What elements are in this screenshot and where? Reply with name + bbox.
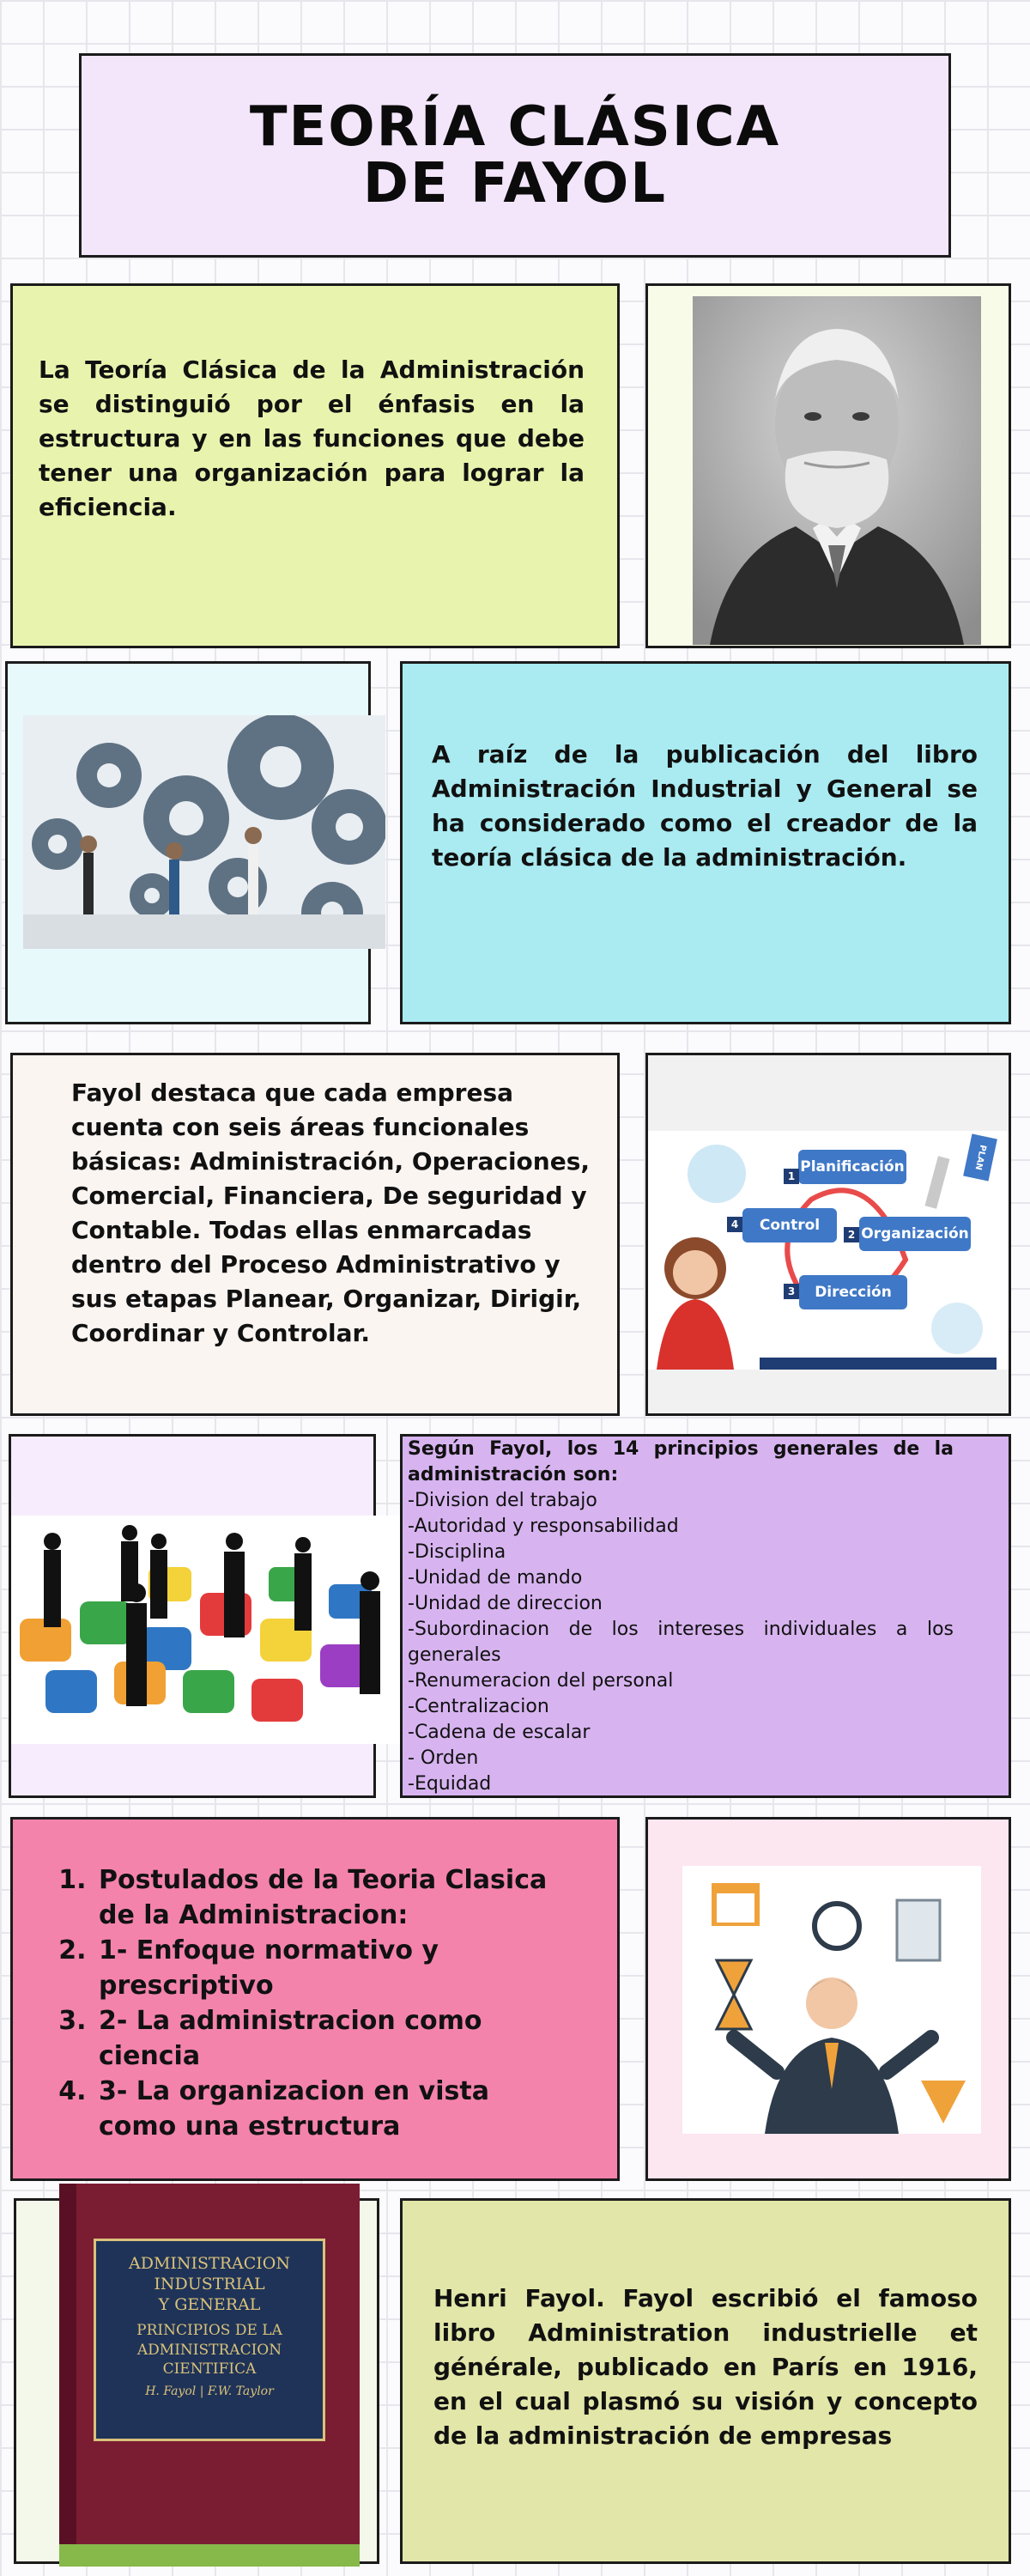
principle-item: -Cadena de escalar — [408, 1722, 591, 1743]
grass-strip — [59, 2544, 360, 2567]
title-banner — [79, 53, 951, 258]
principle-item: -Disciplina — [408, 1541, 506, 1563]
book-title-plate — [94, 2239, 325, 2441]
book-cover-photo — [59, 2184, 360, 2567]
book-spine-shadow — [59, 2184, 76, 2567]
areas-card — [10, 1053, 620, 1416]
book-title-line: ADMINISTRACION — [136, 2342, 282, 2359]
diagram-footer-bar — [760, 1358, 997, 1370]
book-title-line: INDUSTRIAL — [154, 2275, 265, 2293]
page-title — [249, 95, 781, 216]
gears-teamwork-photo — [23, 715, 385, 949]
postulates-card — [10, 1817, 620, 2181]
book-title-line: PRINCIPIOS DE LA — [136, 2322, 282, 2339]
book-title-line: CIENTIFICA — [162, 2360, 257, 2378]
areas-text: Fayol destaca que cada empresa cuenta con seis áreas funcionales básicas: Administración, Operaciones, Comercial, Financiera, De seguridad y Contable. Todas ellas enmarcadas dentro del Proceso Administrativo y sus etapas Planear, Organizar, Dirigir, Coordinar y Controlar. — [71, 1078, 591, 1347]
business-puzzle-photo — [11, 1516, 404, 1744]
intro-text: La Teoría Clásica de la Administración se distinguió por el énfasis en la estructura y en las funciones que debe tener una organización para lograr la eficiencia. — [39, 355, 585, 521]
postulate-item: 3. 2- La administracion como ciencia — [95, 2003, 566, 2074]
step-control: Control — [742, 1208, 837, 1242]
plan-sign: PLAN — [963, 1133, 997, 1181]
principle-item: -Autoridad y responsabilidad — [408, 1516, 679, 1537]
principle-item: - Orden — [408, 1747, 479, 1769]
principles-heading: Según Fayol, los 14 principios generales de la administración son: — [408, 1438, 954, 1485]
puzzle-card — [9, 1434, 376, 1798]
portrait-card — [645, 283, 1011, 648]
book-title-line: Y GENERAL — [158, 2295, 261, 2314]
step-num-1: 1 — [784, 1169, 799, 1184]
postulates-list — [44, 1862, 566, 2144]
people-illustration — [688, 1145, 746, 1203]
manager-card — [645, 1817, 1011, 2181]
book-authors: H. Fayol | F.W. Taylor — [145, 2385, 274, 2398]
origin-text: A raíz de la publicación del libro Administración Industrial y General se ha considerado como el creador de la teoría clásica de la administración. — [432, 740, 978, 872]
postulate-item: 1. Postulados de la Teoria Clasica de la Administracion: — [95, 1862, 566, 1933]
title-line-1: TEORÍA CLÁSICA — [249, 95, 781, 159]
principle-item: -Equidad — [408, 1773, 492, 1795]
principles-card — [400, 1434, 1011, 1798]
step-num-3: 3 — [784, 1284, 799, 1299]
step-direccion: Dirección — [799, 1275, 907, 1309]
principle-item: -Unidad de direccion — [408, 1593, 603, 1614]
step-planificacion: Planificación — [798, 1150, 906, 1184]
step-organizacion: Organización — [859, 1217, 971, 1251]
fayol-portrait-photo — [693, 296, 981, 645]
title-line-2: DE FAYOL — [362, 152, 668, 216]
step-num-2: 2 — [844, 1227, 859, 1242]
process-card — [645, 1053, 1011, 1416]
postulate-item: 2. 1- Enfoque normativo y prescriptivo — [95, 1933, 566, 2003]
book-card — [14, 2198, 379, 2564]
principle-item: -Subordinacion de los intereses individuales a los generales — [408, 1619, 954, 1666]
multitasking-manager-illustration — [682, 1866, 981, 2134]
step-num-4: 4 — [727, 1217, 742, 1232]
book-text-card — [400, 2198, 1011, 2564]
postulate-item: 4. 3- La organizacion en vista como una estructura — [95, 2074, 566, 2144]
principle-item: -Unidad de mando — [408, 1567, 583, 1589]
book-title-line: ADMINISTRACION — [128, 2254, 290, 2273]
book-text: Henri Fayol. Fayol escribió el famoso libro Administration industrielle et générale, publicado en París en 1916, en el cual plasmó su visión y concepto de la administración de empresas — [433, 2284, 978, 2450]
principle-item: -Division del trabajo — [408, 1490, 597, 1511]
principle-item: -Centralizacion — [408, 1696, 549, 1717]
gears-card — [5, 661, 371, 1024]
origin-card — [400, 661, 1011, 1024]
process-diagram — [648, 1131, 1009, 1370]
principle-item: -Renumeracion del personal — [408, 1670, 674, 1692]
intro-card — [10, 283, 620, 648]
